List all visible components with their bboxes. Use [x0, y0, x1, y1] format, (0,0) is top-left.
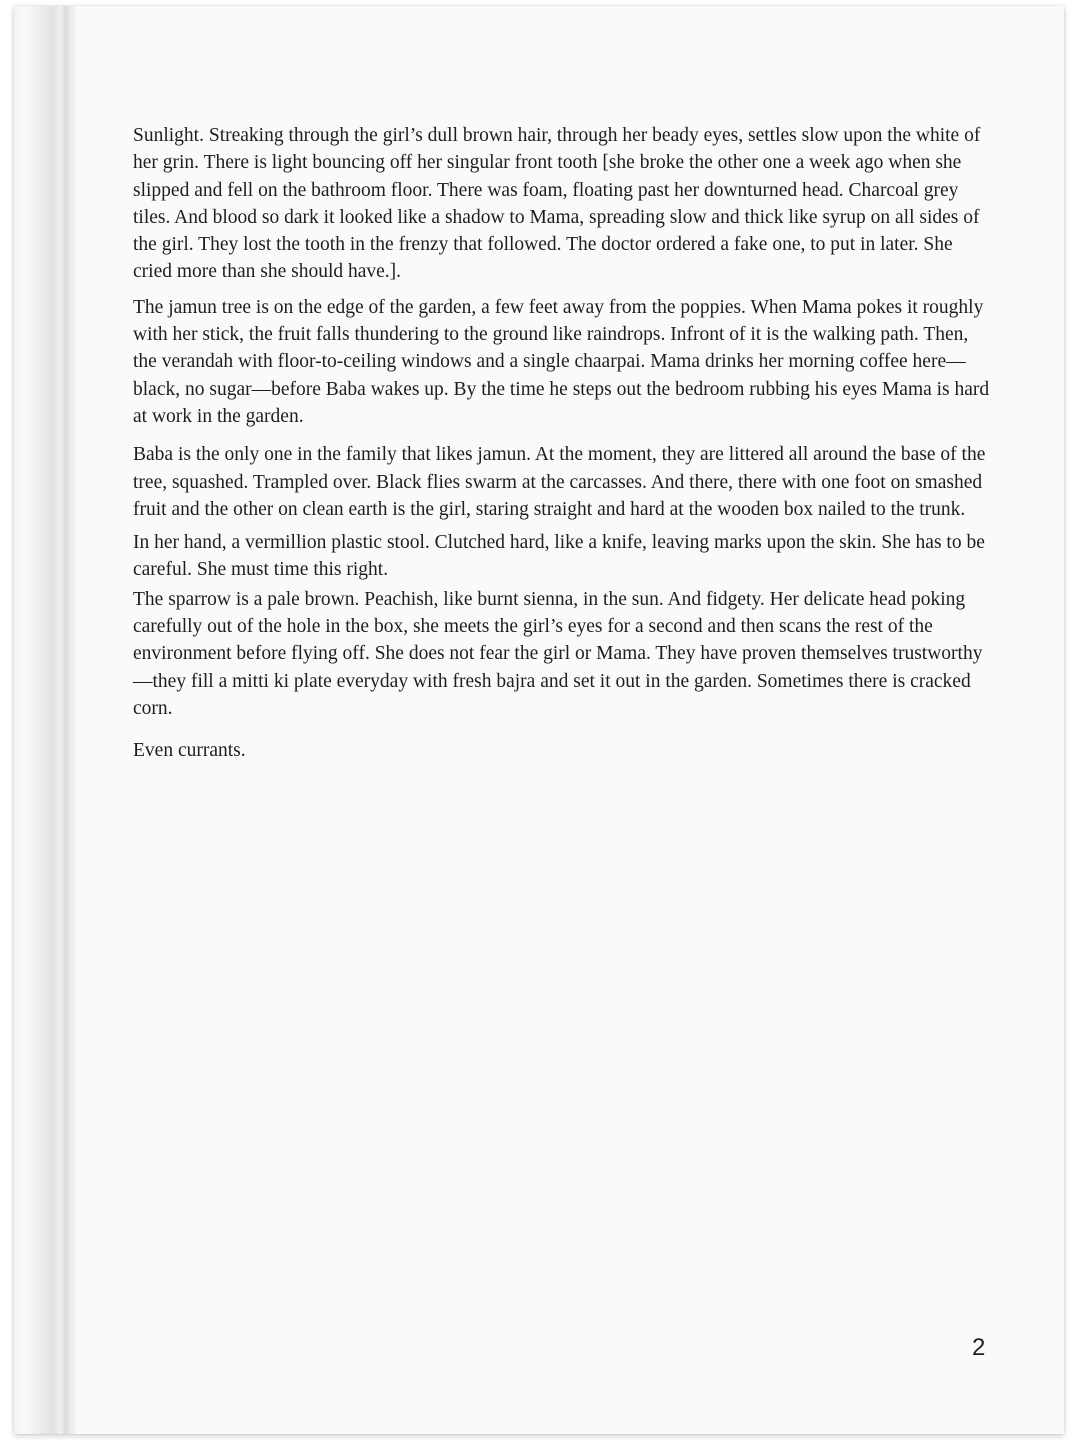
paragraph: Sunlight. Streaking through the girl’s dull brown hair, through her beady eyes, settles slow upon the white of her grin. There is light bouncing off her singular front tooth [she broke the other one a week ago when she slipped and fell on the bathroom floor. There was foam, floating past her downturned head. Charcoal grey tiles. And blood so dark it looked like a shadow to Mama, spreading slow and thick like syrup on all sides of the girl. They lost the tooth in the frenzy that followed. The doctor ordered a fake one, to put in later. She cried more than she should have.].	[133, 125, 981, 283]
book-spine	[14, 6, 76, 1434]
paragraph: Baba is the only one in the family that likes jamun. At the moment, they are littered all around the base of the tree, squashed. Trampled over. Black flies swarm at the carcasses. And there, there with one foot on smashed fruit and the other on clean earth is the girl, staring straight and hard at the wooden box nailed to the trunk.	[133, 444, 986, 520]
paragraph: In her hand, a vermillion plastic stool. Clutched hard, like a knife, leaving marks upon the skin. She has to be careful. She must time this right.	[133, 532, 985, 581]
paragraph: The jamun tree is on the edge of the garden, a few feet away from the poppies. When Mama pokes it roughly with her stick, the fruit falls thundering to the ground like raindrops. Infront of it is the walking path. Then, the verandah with floor-to-ceiling windows and a single chaarpai. Mama drinks her morning coffee here—black, no sugar—before Baba wakes up. By the time he steps out the bedroom rubbing his eyes Mama is hard at work in the garden.	[133, 296, 990, 427]
page-body	[133, 122, 993, 765]
page-number: 2	[972, 1334, 986, 1361]
paragraph: Even currants.	[133, 740, 246, 762]
book-page	[14, 6, 1064, 1434]
paragraph: The sparrow is a pale brown. Peachish, like burnt sienna, in the sun. And fidgety. Her delicate head poking carefully out of the hole in the box, she meets the girl’s eyes for a second and then scans the rest of the environment before flying off. She does not fear the girl or Mama. They have proven themselves trustworthy—they fill a mitti ki plate everyday with fresh bajra and set it out in the garden. Sometimes there is cracked corn.	[133, 588, 983, 719]
